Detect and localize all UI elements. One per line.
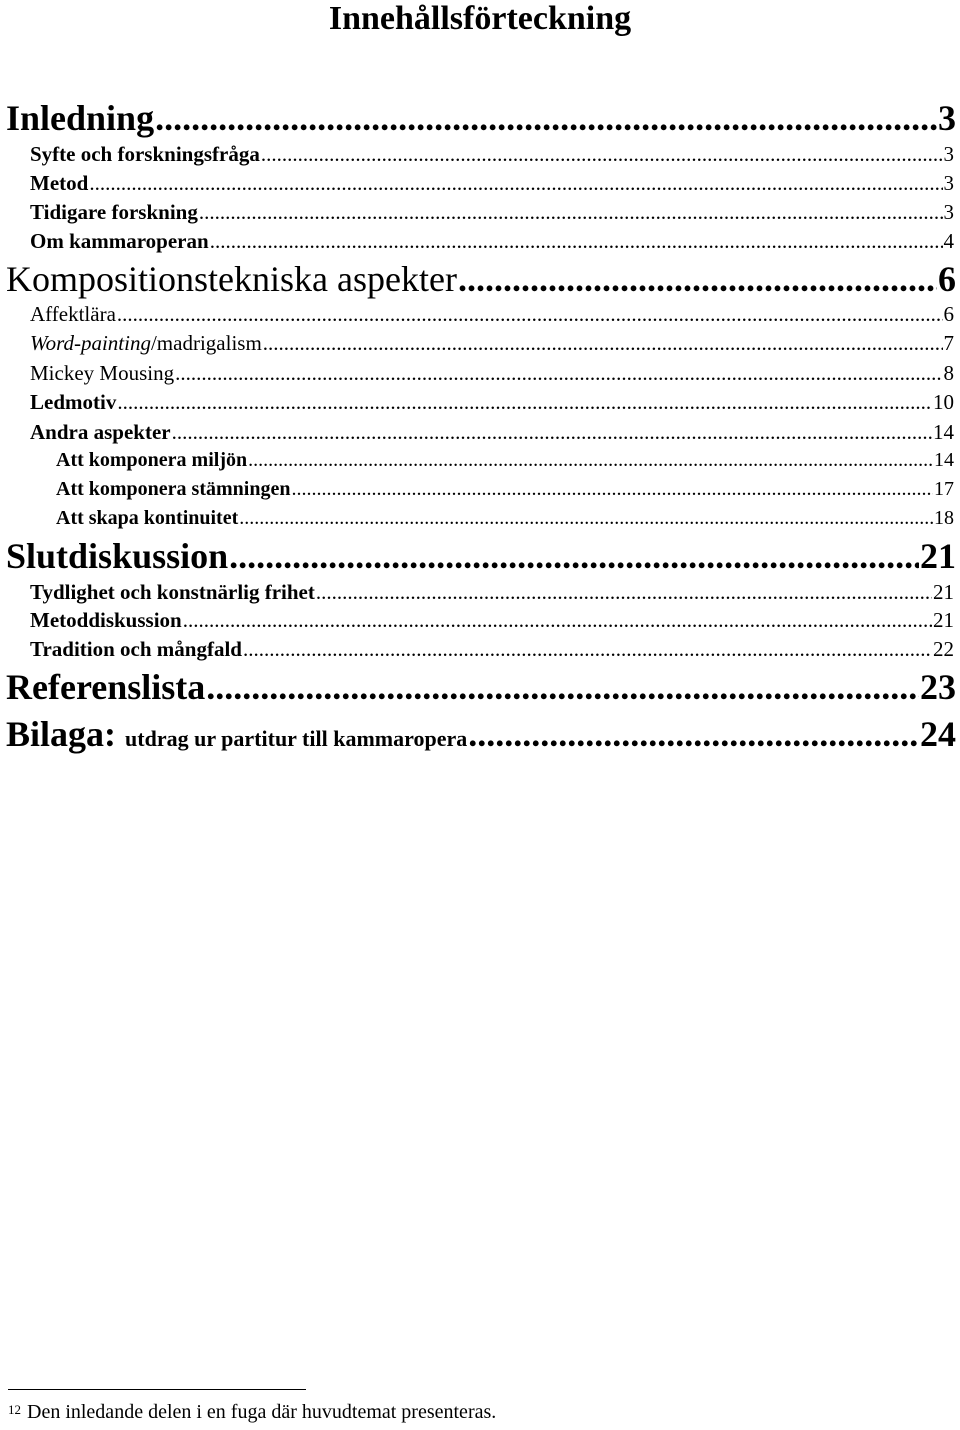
- toc-entry-ledmotiv[interactable]: [30, 390, 954, 415]
- toc-entry-page: 6: [943, 302, 954, 326]
- footnote: [8, 1400, 496, 1424]
- toc-entry-page: 21: [933, 580, 954, 604]
- toc-entry-page: 3: [938, 98, 956, 138]
- toc-entry-text-main: Bilaga:: [6, 714, 117, 754]
- toc-entry-mickey-mousing[interactable]: [30, 361, 954, 386]
- toc-entry-page: 6: [938, 259, 956, 299]
- leader-dots: [175, 361, 942, 386]
- toc-entry-page: 10: [933, 390, 954, 414]
- toc-entry-page: 18: [934, 507, 954, 529]
- toc-entry-text: Tydlighet och konstnärlig frihet: [30, 580, 315, 604]
- leader-dots: [155, 97, 937, 139]
- toc-entry-page: 21: [933, 608, 954, 632]
- leader-dots: [89, 171, 942, 196]
- toc-entry-text: Mickey Mousing: [30, 361, 175, 385]
- toc-entry-komponera-miljon[interactable]: [56, 449, 954, 472]
- leader-dots: [316, 580, 932, 605]
- toc-entry-page: 4: [943, 229, 954, 253]
- leader-dots: [199, 200, 943, 225]
- toc-entry-text-small: utdrag ur partitur till kammaropera: [125, 726, 468, 751]
- footnote-number: 12: [8, 1402, 21, 1417]
- toc-entry-text-italic: Word-painting: [30, 331, 151, 355]
- leader-dots: [239, 507, 933, 530]
- toc-entry-page: 14: [933, 420, 954, 444]
- toc-entry-komponera-stamningen[interactable]: [56, 478, 954, 501]
- toc-entry-page: 24: [920, 714, 956, 754]
- toc-entry-kompositionstekniska[interactable]: [6, 258, 956, 300]
- toc-entry-text: [30, 331, 262, 356]
- toc-entry-text: Inledning: [6, 98, 155, 138]
- leader-dots: [229, 535, 919, 577]
- toc-entry-text-rest: /madrigalism: [150, 331, 262, 355]
- toc-entry-text: Att komponera miljön: [56, 449, 248, 471]
- footnote-text: Den inledande delen i en fuga där huvudtemat presenteras.: [27, 1401, 497, 1423]
- leader-dots: [458, 258, 937, 300]
- toc-entry-skapa-kontinuitet[interactable]: [56, 507, 954, 530]
- leader-dots: [248, 449, 933, 472]
- toc-entry-andra-aspekter[interactable]: [30, 420, 954, 445]
- toc-entry-text: Kompositionstekniska aspekter: [6, 259, 457, 299]
- page-title: Innehållsförteckning: [328, 0, 632, 37]
- toc-entry-page: 3: [943, 200, 954, 224]
- toc-entry-text: Metoddiskussion: [30, 608, 182, 632]
- toc-entry-text: Syfte och forskningsfråga: [30, 142, 260, 166]
- toc-entry-referenslista[interactable]: [6, 666, 956, 708]
- leader-dots: [172, 420, 932, 445]
- toc-entry-page: 3: [943, 171, 954, 195]
- toc-entry-text: Metod: [30, 171, 89, 195]
- leader-dots: [261, 142, 943, 167]
- leader-dots: [468, 713, 919, 755]
- toc-entry-page: 3: [943, 142, 954, 166]
- leader-dots: [263, 331, 943, 356]
- toc-entry-text: Om kammaroperan: [30, 229, 209, 253]
- toc-entry-text: Att skapa kontinuitet: [56, 507, 239, 529]
- leader-dots: [117, 302, 943, 327]
- leader-dots: [243, 637, 932, 662]
- toc-entry-tidigare-forskning[interactable]: [30, 200, 954, 225]
- toc-entry-text: Slutdiskussion: [6, 536, 229, 576]
- leader-dots: [183, 608, 932, 633]
- leader-dots: [210, 229, 943, 254]
- toc-entry-page: 7: [943, 331, 954, 355]
- toc-entry-page: 17: [934, 478, 954, 500]
- toc-entry-slutdiskussion[interactable]: [6, 535, 956, 577]
- toc-entry-metoddiskussion[interactable]: [30, 608, 954, 633]
- toc-entry-affektlara[interactable]: [30, 302, 954, 327]
- toc-entry-text: Tidigare forskning: [30, 200, 198, 224]
- leader-dots: [206, 666, 919, 708]
- toc-entry-tydlighet[interactable]: [30, 580, 954, 605]
- toc-entry-inledning[interactable]: [6, 97, 956, 139]
- toc-entry-text: Ledmotiv: [30, 390, 117, 414]
- leader-dots: [117, 390, 932, 415]
- toc-entry-text: Affektlära: [30, 302, 116, 326]
- toc-entry-page: 8: [943, 361, 954, 385]
- toc-entry-text: Andra aspekter: [30, 420, 171, 444]
- toc-entry-text: Att komponera stämningen: [56, 478, 291, 500]
- toc-entry-syfte[interactable]: [30, 142, 954, 167]
- toc-entry-word-painting[interactable]: [30, 331, 954, 356]
- toc-entry-page: 21: [920, 536, 956, 576]
- toc-entry-text: Referenslista: [6, 667, 206, 707]
- toc-entry-page: 14: [934, 449, 954, 471]
- toc-entry-page: 23: [920, 667, 956, 707]
- toc-entry-page: 22: [933, 637, 954, 661]
- toc-entry-bilaga[interactable]: [6, 713, 956, 755]
- toc-entry-text: [6, 713, 467, 755]
- footnote-separator: [8, 1389, 306, 1390]
- toc-entry-metod[interactable]: [30, 171, 954, 196]
- toc-entry-tradition[interactable]: [30, 637, 954, 662]
- toc-entry-om-kammaroperan[interactable]: [30, 229, 954, 254]
- toc-entry-text: Tradition och mångfald: [30, 637, 242, 661]
- leader-dots: [291, 478, 933, 501]
